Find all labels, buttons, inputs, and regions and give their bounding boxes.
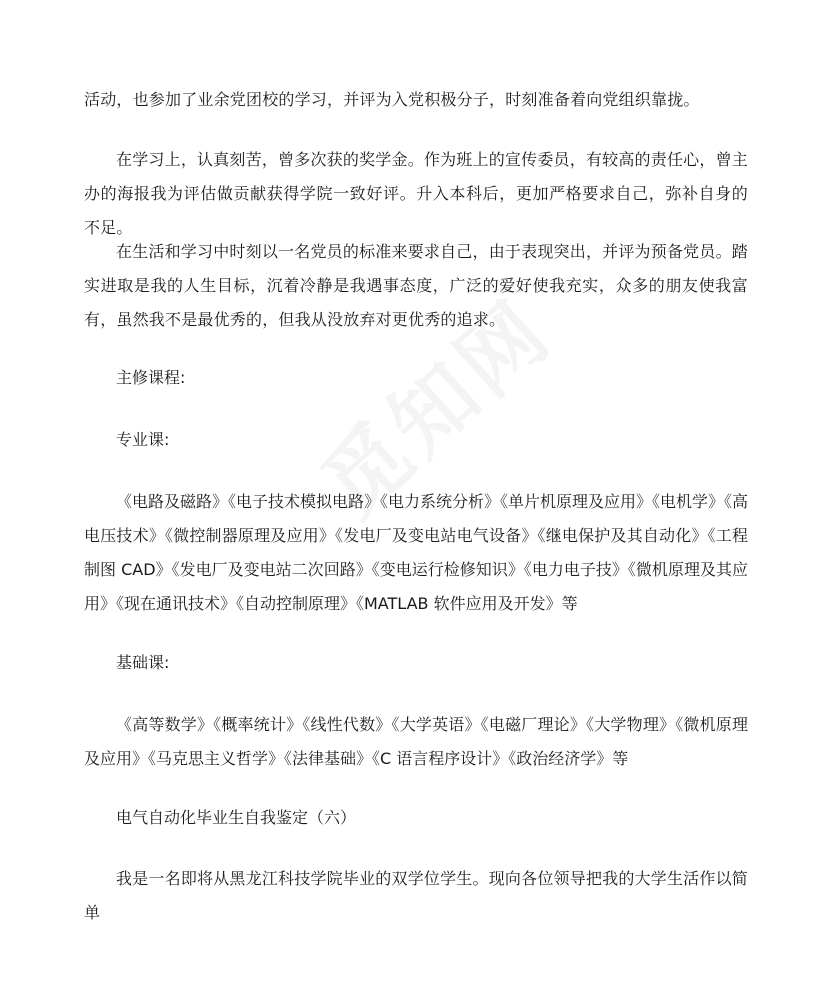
paragraph-study: 在学习上，认真刻苦，曾多次获的奖学金。作为班上的宣传委员，有较高的责任心，曾主办的海报我为评估做贡献获得学院一致好评。升入本科后，更加严格要求自己，弥补自身的不足。 — [84, 150, 748, 237]
paragraph-intro: 我是一名即将从黑龙江科技学院毕业的双学位学生。现向各位领导把我的大学生活作以简单 — [84, 869, 748, 922]
paragraph-basic-courses: 《高等数学》《概率统计》《线性代数》《大学英语》《电磁厂理论》《大学物理》《微机原理及应用》《马克思主义哲学》《法律基础》《C 语言程序设计》《政治经济学》等 — [84, 715, 748, 768]
heading-main-courses: 主修课程: — [116, 368, 186, 387]
heading-basic-courses: 基础课: — [116, 653, 170, 672]
section-title: 电气自动化毕业生自我鉴定（六） — [116, 808, 357, 827]
heading-professional-courses: 专业课: — [116, 430, 170, 449]
paragraph-activities: 活动，也参加了业余党团校的学习，并评为入党积极分子，时刻准备着向党组织靠拢。 — [84, 90, 700, 109]
paragraph-professional-courses: 《电路及磁路》《电子技术模拟电路》《电力系统分析》《单片机原理及应用》《电机学》《高电压技术》《微控制器原理及应用》《发电厂及变电站电气设备》《继电保护及其自动化》《工程制图 CAD》《发电厂及变电站二次回路》《变电运行检修知识》《电力电子技》《微机原理及其应用》《现在通讯技术》《自动控制原理》《MATLAB 软件应用及开发》等 — [84, 492, 749, 613]
paragraph-life: 在生活和学习中时刻以一名党员的标准来要求自己，由于表现突出，并评为预备党员。踏实进取是我的人生目标，沉着冷静是我遇事态度，广泛的爱好使我充实，众多的朋友使我富有，虽然我不是最优秀的，但我从没放弃对更优秀的追求。 — [84, 242, 748, 329]
